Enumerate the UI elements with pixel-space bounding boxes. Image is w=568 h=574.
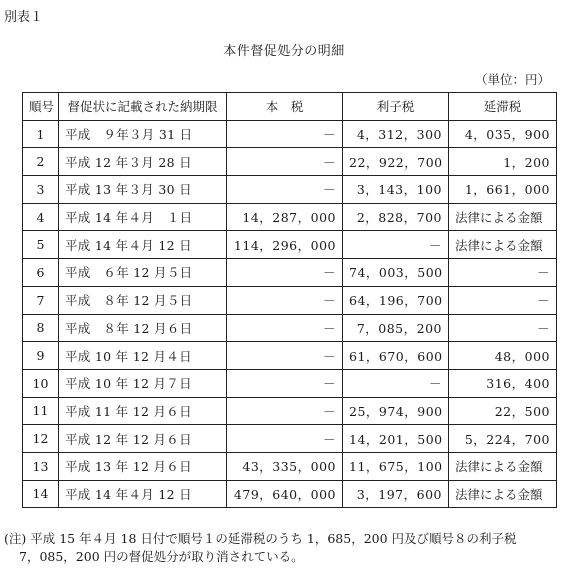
delinquency-tax-cell: 316，400 [449,369,557,397]
delinquency-tax-cell: 5，224，700 [449,425,557,453]
interest-tax-cell: 22，922，700 [343,148,449,176]
interest-tax-cell: 14，201，500 [343,425,449,453]
due-date-cell: 平成 14 年４月 12 日 [59,231,227,259]
row-number-cell: 8 [23,314,59,342]
row-number-cell: 11 [23,397,59,425]
row-number-cell: 2 [23,148,59,176]
delinquency-tax-cell: 1，661，000 [449,176,557,204]
footnote-line-1: (注) 平成 15 年４月 18 日付で順号１の延滞税のうち 1，685，200 円及び順号８の利子税 [4,531,517,546]
table-row [23,480,557,508]
table-header-row [23,93,557,121]
row-number-cell: 9 [23,342,59,370]
demand-details-table [22,92,557,508]
principal-tax-cell: － [227,425,343,453]
principal-tax-cell: － [227,286,343,314]
row-number-cell: 4 [23,203,59,231]
column-header-interest-tax: 利子税 [343,93,449,121]
due-date-cell: 平成 12 年３月 28 日 [59,148,227,176]
principal-tax-cell: 14，287，000 [227,203,343,231]
column-header-principal-tax: 本 税 [227,93,343,121]
footnote [4,530,517,566]
interest-tax-cell: 2，828，700 [343,203,449,231]
principal-tax-cell: 114，296，000 [227,231,343,259]
row-number-cell: 10 [23,369,59,397]
column-header-number: 順号 [23,93,59,121]
delinquency-tax-cell: － [449,286,557,314]
row-number-cell: 6 [23,259,59,287]
delinquency-tax-cell: 法律による金額 [449,231,557,259]
table-row [23,397,557,425]
appendix-label: 別表１ [4,10,44,25]
interest-tax-cell: 3，197，600 [343,480,449,508]
principal-tax-cell: － [227,314,343,342]
document-title: 本件督促処分の明細 [223,44,345,59]
due-date-cell: 平成 12 年 12 月６日 [59,425,227,453]
due-date-cell: 平成 10 年 12 月７日 [59,369,227,397]
row-number-cell: 14 [23,480,59,508]
row-number-cell: 3 [23,176,59,204]
due-date-cell: 平成 14 年４月 12 日 [59,480,227,508]
interest-tax-cell: 25，974，900 [343,397,449,425]
principal-tax-cell: － [227,120,343,148]
due-date-cell: 平成 ８年 12 月６日 [59,314,227,342]
delinquency-tax-cell: 4，035，900 [449,120,557,148]
interest-tax-cell: 61，670，600 [343,342,449,370]
table-row [23,452,557,480]
unit-label: （単位：円） [474,72,550,87]
interest-tax-cell: 74，003，500 [343,259,449,287]
row-number-cell: 12 [23,425,59,453]
interest-tax-cell: 64，196，700 [343,286,449,314]
table-row [23,369,557,397]
interest-tax-cell: － [343,369,449,397]
delinquency-tax-cell: － [449,314,557,342]
due-date-cell: 平成 14 年４月 １日 [59,203,227,231]
principal-tax-cell: 479，640，000 [227,480,343,508]
delinquency-tax-cell: 22，500 [449,397,557,425]
due-date-cell: 平成 13 年 12 月６日 [59,452,227,480]
due-date-cell: 平成 ９年３月 31 日 [59,120,227,148]
due-date-cell: 平成 10 年 12 月４日 [59,342,227,370]
interest-tax-cell: 4，312，300 [343,120,449,148]
principal-tax-cell: － [227,176,343,204]
table-row [23,120,557,148]
delinquency-tax-cell: 法律による金額 [449,480,557,508]
table-row [23,231,557,259]
table-body [23,120,557,508]
principal-tax-cell: － [227,259,343,287]
table-row [23,148,557,176]
table-row [23,286,557,314]
table-row [23,314,557,342]
row-number-cell: 5 [23,231,59,259]
principal-tax-cell: 43，335，000 [227,452,343,480]
due-date-cell: 平成 ６年 12 月５日 [59,259,227,287]
interest-tax-cell: 7，085，200 [343,314,449,342]
table-row [23,176,557,204]
column-header-delinquency-tax: 延滞税 [449,93,557,121]
table-row [23,425,557,453]
interest-tax-cell: 11，675，100 [343,452,449,480]
principal-tax-cell: － [227,397,343,425]
row-number-cell: 1 [23,120,59,148]
interest-tax-cell: 3，143，100 [343,176,449,204]
row-number-cell: 7 [23,286,59,314]
column-header-due-date: 督促状に記載された納期限 [59,93,227,121]
due-date-cell: 平成 11 年 12 月６日 [59,397,227,425]
delinquency-tax-cell: 法律による金額 [449,452,557,480]
delinquency-tax-cell: 48，000 [449,342,557,370]
delinquency-tax-cell: － [449,259,557,287]
principal-tax-cell: － [227,369,343,397]
table-row [23,342,557,370]
due-date-cell: 平成 13 年３月 30 日 [59,176,227,204]
delinquency-tax-cell: 1，200 [449,148,557,176]
interest-tax-cell: － [343,231,449,259]
principal-tax-cell: － [227,342,343,370]
table-row [23,259,557,287]
row-number-cell: 13 [23,452,59,480]
footnote-line-2: 7，085，200 円の督促処分が取り消されている。 [19,549,304,564]
principal-tax-cell: － [227,148,343,176]
delinquency-tax-cell: 法律による金額 [449,203,557,231]
table-row [23,203,557,231]
due-date-cell: 平成 ８年 12 月５日 [59,286,227,314]
